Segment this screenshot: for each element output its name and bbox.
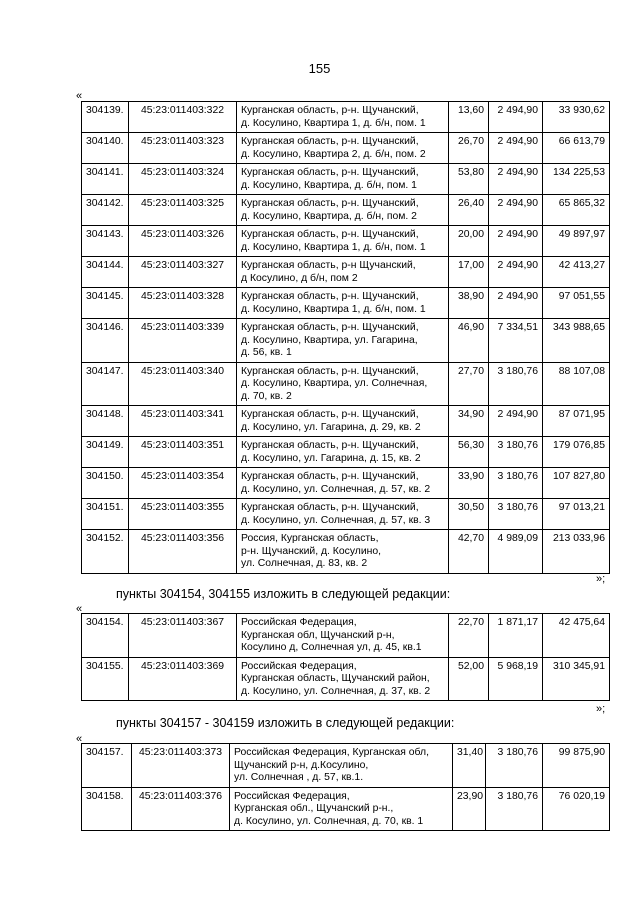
cadastral-number-cell: 45:23:011403:322: [129, 102, 237, 133]
table-row: [82, 657, 610, 701]
cadastral-value-cell: 343 988,65: [543, 319, 610, 363]
unit-rate-cell: 2 494,90: [489, 288, 543, 319]
unit-rate-cell: 2 494,90: [489, 102, 543, 133]
cadastral-value-cell: 213 033,96: [543, 530, 610, 574]
cadastral-value-cell: 66 613,79: [543, 133, 610, 164]
table-row: [82, 288, 610, 319]
cadastral-number-cell: 45:23:011403:327: [129, 257, 237, 288]
cadastral-value-cell: 65 865,32: [543, 195, 610, 226]
row-number-cell: 304151.: [82, 499, 129, 530]
address-cell: Курганская область, р-н. Щучанский, д. Косулино, ул. Солнечная, д. 57, кв. 3: [237, 499, 449, 530]
cadastral-number-cell: 45:23:011403:373: [132, 744, 230, 788]
area-cell: 52,00: [449, 657, 489, 701]
address-cell: Курганская область, р-н. Щучанский, д. Косулино, Квартира 1, д. б/н, пом. 1: [237, 288, 449, 319]
row-number-cell: 304158.: [82, 787, 132, 831]
area-cell: 26,70: [449, 133, 489, 164]
address-cell: Курганская область, р-н. Щучанский, д. Косулино, ул. Гагарина, д. 29, кв. 2: [237, 406, 449, 437]
row-number-cell: 304155.: [82, 657, 129, 701]
area-cell: 33,90: [449, 468, 489, 499]
property-table-1: [81, 101, 610, 574]
close-quote: »;: [596, 573, 606, 585]
area-cell: 23,90: [453, 787, 486, 831]
cadastral-value-cell: 97 051,55: [543, 288, 610, 319]
cadastral-number-cell: 45:23:011403:376: [132, 787, 230, 831]
cadastral-number-cell: 45:23:011403:341: [129, 406, 237, 437]
cadastral-number-cell: 45:23:011403:369: [129, 657, 237, 701]
cadastral-value-cell: 134 225,53: [543, 164, 610, 195]
unit-rate-cell: 1 871,17: [489, 614, 543, 658]
area-cell: 27,70: [449, 362, 489, 406]
address-cell: Курганская область, р-н. Щучанский, д. Косулино, Квартира, д. б/н, пом. 1: [237, 164, 449, 195]
cadastral-number-cell: 45:23:011403:351: [129, 437, 237, 468]
table-row: [82, 530, 610, 574]
row-number-cell: 304157.: [82, 744, 132, 788]
address-cell: Курганская область, р-н. Щучанский, д. Косулино, Квартира, ул. Солнечная, д. 70, кв. 2: [237, 362, 449, 406]
row-number-cell: 304147.: [82, 362, 129, 406]
unit-rate-cell: 2 494,90: [489, 195, 543, 226]
unit-rate-cell: 2 494,90: [489, 406, 543, 437]
table-row: [82, 499, 610, 530]
row-number-cell: 304150.: [82, 468, 129, 499]
cadastral-value-cell: 107 827,80: [543, 468, 610, 499]
cadastral-value-cell: 99 875,90: [543, 744, 610, 788]
cadastral-value-cell: 87 071,95: [543, 406, 610, 437]
address-cell: Курганская область, р-н. Щучанский, д. Косулино, ул. Гагарина, д. 15, кв. 2: [237, 437, 449, 468]
unit-rate-cell: 7 334,51: [489, 319, 543, 363]
address-cell: Российская Федерация, Курганская обл, Щучанский р-н, д.Косулино, ул. Солнечная , д. 57, кв.1.: [230, 744, 453, 788]
address-cell: Курганская область, р-н. Щучанский, д. Косулино, Квартира 2, д. б/н, пом. 2: [237, 133, 449, 164]
row-number-cell: 304146.: [82, 319, 129, 363]
unit-rate-cell: 3 180,76: [486, 744, 543, 788]
area-cell: 30,50: [449, 499, 489, 530]
unit-rate-cell: 4 989,09: [489, 530, 543, 574]
address-cell: Курганская область, р-н Щучанский, д Косулино, д б/н, пом 2: [237, 257, 449, 288]
table-row: [82, 362, 610, 406]
address-cell: Российская Федерация, Курганская обл, Щучанский р-н, Косулино д, Солнечная ул, д. 45, кв.1: [237, 614, 449, 658]
unit-rate-cell: 3 180,76: [486, 787, 543, 831]
open-quote: «: [76, 733, 83, 745]
table-row: [82, 437, 610, 468]
cadastral-number-cell: 45:23:011403:367: [129, 614, 237, 658]
area-cell: 26,40: [449, 195, 489, 226]
row-number-cell: 304152.: [82, 530, 129, 574]
table-row: [82, 406, 610, 437]
cadastral-value-cell: 49 897,97: [543, 226, 610, 257]
open-quote: «: [76, 603, 83, 615]
address-cell: Россия, Курганская область, р-н. Щучанский, д. Косулино, ул. Солнечная, д. 83, кв. 2: [237, 530, 449, 574]
unit-rate-cell: 2 494,90: [489, 164, 543, 195]
cadastral-number-cell: 45:23:011403:354: [129, 468, 237, 499]
row-number-cell: 304143.: [82, 226, 129, 257]
row-number-cell: 304149.: [82, 437, 129, 468]
row-number-cell: 304141.: [82, 164, 129, 195]
cadastral-value-cell: 42 475,64: [543, 614, 610, 658]
open-quote: «: [76, 90, 83, 102]
area-cell: 20,00: [449, 226, 489, 257]
area-cell: 56,30: [449, 437, 489, 468]
cadastral-number-cell: 45:23:011403:356: [129, 530, 237, 574]
cadastral-value-cell: 33 930,62: [543, 102, 610, 133]
area-cell: 34,90: [449, 406, 489, 437]
cadastral-number-cell: 45:23:011403:324: [129, 164, 237, 195]
table-row: [82, 195, 610, 226]
table-row: [82, 744, 610, 788]
amendment-paragraph: пункты 304157 - 304159 изложить в следующей редакции:: [116, 716, 455, 730]
address-cell: Курганская область, р-н. Щучанский, д. Косулино, Квартира 1, д. б/н, пом. 1: [237, 102, 449, 133]
row-number-cell: 304154.: [82, 614, 129, 658]
row-number-cell: 304140.: [82, 133, 129, 164]
amendment-paragraph: пункты 304154, 304155 изложить в следующей редакции:: [116, 587, 451, 601]
cadastral-value-cell: 42 413,27: [543, 257, 610, 288]
page-number: 155: [308, 61, 331, 76]
cadastral-value-cell: 88 107,08: [543, 362, 610, 406]
row-number-cell: 304139.: [82, 102, 129, 133]
table-row: [82, 319, 610, 363]
row-number-cell: 304142.: [82, 195, 129, 226]
unit-rate-cell: 3 180,76: [489, 468, 543, 499]
table-row: [82, 226, 610, 257]
table-row: [82, 614, 610, 658]
unit-rate-cell: 5 968,19: [489, 657, 543, 701]
area-cell: 22,70: [449, 614, 489, 658]
address-cell: Курганская область, р-н. Щучанский, д. Косулино, Квартира 1, д. б/н, пом. 1: [237, 226, 449, 257]
unit-rate-cell: 3 180,76: [489, 437, 543, 468]
table-row: [82, 164, 610, 195]
unit-rate-cell: 2 494,90: [489, 257, 543, 288]
address-cell: Курганская область, р-н. Щучанский, д. Косулино, ул. Солнечная, д. 57, кв. 2: [237, 468, 449, 499]
row-number-cell: 304148.: [82, 406, 129, 437]
table-row: [82, 102, 610, 133]
unit-rate-cell: 2 494,90: [489, 133, 543, 164]
cadastral-number-cell: 45:23:011403:328: [129, 288, 237, 319]
area-cell: 17,00: [449, 257, 489, 288]
area-cell: 53,80: [449, 164, 489, 195]
area-cell: 38,90: [449, 288, 489, 319]
unit-rate-cell: 3 180,76: [489, 499, 543, 530]
cadastral-value-cell: 179 076,85: [543, 437, 610, 468]
address-cell: Российская Федерация, Курганская область, Щучанский район, д. Косулино, ул. Солнечная, д. 37, кв. 2: [237, 657, 449, 701]
table-row: [82, 133, 610, 164]
unit-rate-cell: 3 180,76: [489, 362, 543, 406]
row-number-cell: 304145.: [82, 288, 129, 319]
area-cell: 13,60: [449, 102, 489, 133]
row-number-cell: 304144.: [82, 257, 129, 288]
address-cell: Курганская область, р-н. Щучанский, д. Косулино, Квартира, д. б/н, пом. 2: [237, 195, 449, 226]
cadastral-number-cell: 45:23:011403:323: [129, 133, 237, 164]
table-row: [82, 468, 610, 499]
cadastral-number-cell: 45:23:011403:355: [129, 499, 237, 530]
address-cell: Курганская область, р-н. Щучанский, д. Косулино, Квартира, ул. Гагарина, д. 56, кв. 1: [237, 319, 449, 363]
property-table-2: [81, 613, 610, 701]
table-row: [82, 257, 610, 288]
address-cell: Российская Федерация, Курганская обл., Щучанский р-н., д. Косулино, ул. Солнечная, д. 70, кв. 1: [230, 787, 453, 831]
cadastral-value-cell: 76 020,19: [543, 787, 610, 831]
table-row: [82, 787, 610, 831]
unit-rate-cell: 2 494,90: [489, 226, 543, 257]
cadastral-value-cell: 97 013,21: [543, 499, 610, 530]
area-cell: 46,90: [449, 319, 489, 363]
area-cell: 42,70: [449, 530, 489, 574]
cadastral-value-cell: 310 345,91: [543, 657, 610, 701]
close-quote: »;: [596, 703, 606, 715]
cadastral-number-cell: 45:23:011403:340: [129, 362, 237, 406]
area-cell: 31,40: [453, 744, 486, 788]
cadastral-number-cell: 45:23:011403:325: [129, 195, 237, 226]
property-table-3: [81, 743, 610, 831]
cadastral-number-cell: 45:23:011403:326: [129, 226, 237, 257]
cadastral-number-cell: 45:23:011403:339: [129, 319, 237, 363]
